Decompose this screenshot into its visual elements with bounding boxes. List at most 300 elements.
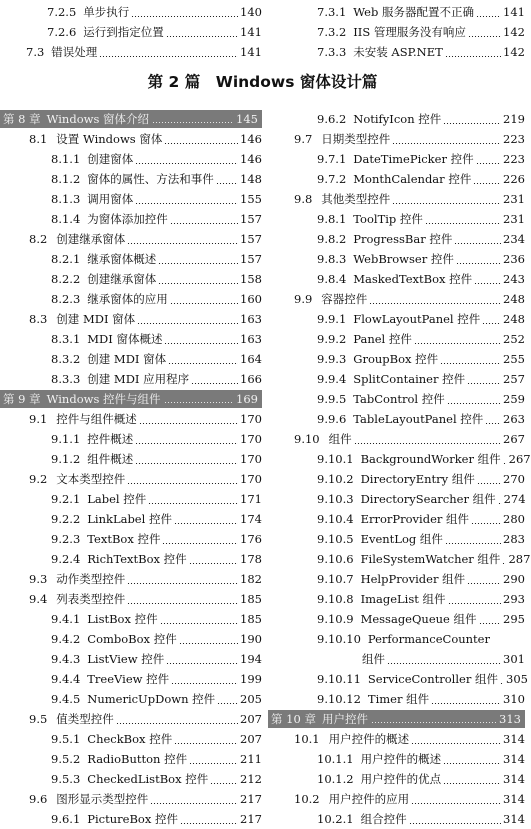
toc-subsection	[0, 289, 262, 309]
toc-subsection	[268, 309, 525, 329]
section-title: LinkLabel 控件	[87, 512, 172, 526]
dot-leader	[174, 743, 238, 744]
toc-subsection	[268, 329, 525, 349]
section-number: 8.1.3	[51, 192, 81, 206]
section-number: 9.8.4	[317, 272, 347, 286]
page-number: 148	[240, 172, 262, 186]
toc-subsection	[268, 269, 525, 289]
dot-leader	[371, 722, 496, 723]
section-number: 7.2.6	[47, 25, 77, 39]
section-title: RadioButton 控件	[87, 752, 188, 766]
section-title: 组合控件	[360, 812, 407, 826]
section-title: SplitContainer 控件	[353, 372, 466, 386]
section-title: 日期类型控件	[321, 132, 391, 146]
dot-leader	[127, 243, 238, 244]
page-number: 194	[240, 652, 262, 666]
toc-subsection	[0, 489, 262, 509]
dot-leader	[498, 503, 502, 504]
toc-subsection	[0, 729, 262, 749]
page-number: 178	[240, 552, 262, 566]
section-number: 9.9.1	[317, 312, 347, 326]
section-title: Label 控件	[87, 492, 147, 506]
section-number: 9.6.1	[51, 812, 81, 826]
section-number: 9.4.3	[51, 652, 81, 666]
toc-subsection	[0, 669, 262, 689]
dot-leader	[162, 543, 238, 544]
section-title: Timer 组件	[367, 692, 430, 706]
dot-leader	[409, 823, 501, 824]
section-title: TabControl 控件	[353, 392, 445, 406]
section-number: 9.2.1	[51, 492, 81, 506]
toc-subsection	[0, 609, 262, 629]
section-title: 图形显示类型控件	[56, 792, 149, 806]
section-title: 创建 MDI 窗体	[56, 312, 136, 326]
section-title: TableLayoutPanel 控件	[353, 412, 484, 426]
section-title: DateTimePicker 控件	[353, 152, 474, 166]
toc-subsection	[268, 449, 531, 469]
dot-leader	[454, 243, 501, 244]
toc-subsection	[268, 149, 525, 169]
dot-leader	[500, 683, 504, 684]
page-number: 234	[503, 232, 525, 246]
toc-subsection	[0, 509, 262, 529]
toc-subsection	[268, 469, 525, 489]
section-number: 8.3	[29, 312, 48, 326]
toc-subsection	[268, 769, 525, 789]
page-number: 257	[503, 372, 525, 386]
toc-section	[0, 789, 262, 809]
page-number: 231	[503, 192, 525, 206]
section-number: 9.4.4	[51, 672, 81, 686]
dot-leader	[127, 603, 238, 604]
section-title: ToolTip 控件	[353, 212, 423, 226]
dot-leader	[471, 523, 501, 524]
section-title: BackgroundWorker 组件	[360, 452, 501, 466]
dot-leader	[473, 183, 501, 184]
dot-leader	[135, 163, 238, 164]
section-number: 10.2	[294, 792, 320, 806]
dot-leader	[191, 383, 238, 384]
dot-leader	[485, 423, 501, 424]
section-title: 用户控件的优点	[360, 772, 442, 786]
section-title: MDI 窗体概述	[87, 332, 163, 346]
dot-leader	[443, 763, 501, 764]
chapter-title: 用户控件	[321, 712, 368, 726]
section-number: 9.10.9	[317, 612, 354, 626]
page-number: 263	[503, 412, 525, 426]
toc-subsection	[0, 369, 262, 389]
page-number: 267	[508, 452, 531, 466]
top-right-entries	[268, 2, 525, 62]
section-title: ImageList 组件	[360, 592, 446, 606]
section-number: 9.5.2	[51, 752, 81, 766]
section-number: 9.10.5	[317, 532, 354, 546]
page-number: 248	[503, 292, 525, 306]
toc-subsection	[268, 649, 525, 669]
section-number: 9.10.2	[317, 472, 354, 486]
dot-leader	[411, 803, 501, 804]
dot-leader	[392, 203, 501, 204]
dot-leader	[503, 463, 507, 464]
toc-section	[0, 42, 262, 62]
toc-subsection	[268, 2, 525, 22]
dot-leader	[168, 363, 238, 364]
section-title: MaskedTextBox 控件	[353, 272, 473, 286]
chapter-heading	[0, 390, 262, 408]
section-number: 9.1	[29, 412, 48, 426]
page-number: 157	[240, 232, 262, 246]
section-number: 9.7.1	[317, 152, 347, 166]
dot-leader	[479, 623, 502, 624]
page-number: 226	[503, 172, 525, 186]
toc-subsection	[0, 22, 262, 42]
section-number: 7.3.2	[317, 25, 347, 39]
page-number: 259	[503, 392, 525, 406]
page-number: 287	[508, 552, 531, 566]
dot-leader	[170, 223, 238, 224]
chapter-heading	[268, 710, 525, 728]
section-title: Panel 控件	[353, 332, 412, 346]
section-title: ErrorProvider 组件	[360, 512, 470, 526]
dot-leader	[474, 283, 501, 284]
section-number: 8.1.2	[51, 172, 81, 186]
section-title: 单步执行	[83, 5, 130, 19]
dot-leader	[476, 163, 501, 164]
page-number: 158	[240, 272, 262, 286]
section-number: 8.2.3	[51, 292, 81, 306]
section-title: ServiceController 组件	[367, 672, 498, 686]
page-number: 146	[240, 132, 262, 146]
dot-leader	[164, 402, 234, 403]
section-number: 9.3	[29, 572, 48, 586]
page-number: 164	[240, 352, 262, 366]
section-number: 7.3.1	[317, 5, 347, 19]
section-number: 9.9.4	[317, 372, 347, 386]
page-number: 145	[236, 112, 258, 126]
section-number: 9.9.6	[317, 412, 347, 426]
toc-subsection	[0, 149, 262, 169]
section-number: 9.10.12	[317, 692, 361, 706]
section-title: Web 服务器配置不正确	[353, 5, 474, 19]
dot-leader	[189, 763, 238, 764]
section-title: 创建继承窗体	[87, 272, 157, 286]
page-number: 176	[240, 532, 262, 546]
dot-leader	[148, 503, 238, 504]
page-number: 217	[240, 792, 262, 806]
page-number: 155	[240, 192, 262, 206]
toc-subsection	[0, 429, 262, 449]
toc-section	[268, 129, 525, 149]
toc-subsection	[0, 349, 262, 369]
toc-subsection	[268, 209, 525, 229]
toc-subsection	[0, 329, 262, 349]
part-heading: 第 2 篇 Windows 窗体设计篇	[147, 73, 378, 91]
section-title: 其他类型控件	[321, 192, 391, 206]
toc-subsection	[0, 549, 262, 569]
dot-leader	[158, 263, 238, 264]
section-title: ListBox 控件	[87, 612, 158, 626]
section-number: 9.10.1	[317, 452, 354, 466]
page-number: 157	[240, 252, 262, 266]
page-number: 305	[506, 672, 528, 686]
dot-leader	[164, 343, 238, 344]
page-number: 190	[240, 632, 262, 646]
toc-section	[0, 709, 262, 729]
toc-subsection	[0, 809, 262, 829]
section-number: 8.2	[29, 232, 48, 246]
dot-leader	[443, 123, 501, 124]
section-number: 9.9	[294, 292, 313, 306]
section-number: 9.5.3	[51, 772, 81, 786]
dot-leader	[448, 603, 502, 604]
section-title: 未安装 ASP.NET	[353, 45, 443, 59]
toc-subsection	[0, 249, 262, 269]
dot-leader	[425, 223, 501, 224]
chapter-title: Windows 窗体介绍	[46, 112, 150, 126]
page-number: 163	[240, 312, 262, 326]
page-number: 219	[503, 112, 525, 126]
page-number: 274	[503, 492, 526, 506]
section-number: 9.8.3	[317, 252, 347, 266]
chapter-number: 第 8 章	[3, 112, 41, 126]
page-number: 280	[503, 512, 525, 526]
chapter-number: 第 10 章	[271, 712, 316, 726]
toc-subsection	[0, 689, 262, 709]
toc-section	[0, 229, 262, 249]
page-number: 295	[503, 612, 525, 626]
section-number: 7.2.5	[47, 5, 77, 19]
dot-leader	[456, 263, 501, 264]
section-title: 为窗体添加控件	[87, 212, 168, 226]
toc-subsection	[0, 169, 262, 189]
toc-subsection	[268, 629, 525, 649]
section-number: 9.10.3	[317, 492, 354, 506]
section-number: 9.8	[294, 192, 313, 206]
section-title: 文本类型控件	[56, 472, 126, 486]
page-number: 283	[503, 532, 525, 546]
toc-section	[0, 409, 262, 429]
section-title: 继承窗体的应用	[87, 292, 168, 306]
section-number: 8.2.1	[51, 252, 81, 266]
toc-subsection	[268, 529, 525, 549]
dot-leader	[440, 363, 501, 364]
dot-leader	[174, 523, 238, 524]
page-number: 169	[236, 392, 258, 406]
page-number: 314	[503, 792, 525, 806]
dot-leader	[476, 16, 501, 17]
page-number: 146	[240, 152, 262, 166]
toc-section	[268, 189, 525, 209]
section-title: FlowLayoutPanel 控件	[353, 312, 481, 326]
section-title: 容器控件	[321, 292, 368, 306]
dot-leader	[502, 563, 506, 564]
toc-subsection	[268, 409, 525, 429]
section-number: 9.10.11	[317, 672, 361, 686]
dot-leader	[166, 663, 238, 664]
toc-subsection	[268, 109, 525, 129]
dot-leader	[137, 323, 238, 324]
toc-subsection	[268, 389, 525, 409]
section-title: 值类型控件	[56, 712, 114, 726]
dot-leader	[447, 403, 501, 404]
page-number: 310	[503, 692, 525, 706]
dot-leader	[414, 343, 501, 344]
page-number: 231	[503, 212, 525, 226]
page-number: 211	[240, 752, 262, 766]
page-number: 313	[499, 712, 521, 726]
dot-leader	[170, 303, 238, 304]
section-title: NotifyIcon 控件	[353, 112, 442, 126]
toc-subsection	[268, 22, 525, 42]
toc-subsection	[268, 609, 525, 629]
toc-section	[268, 789, 525, 809]
page-number: 166	[240, 372, 262, 386]
page-number: 252	[503, 332, 525, 346]
dot-leader	[431, 703, 501, 704]
section-title: 列表类型控件	[56, 592, 126, 606]
section-title: GroupBox 控件	[353, 352, 439, 366]
section-number: 9.9.5	[317, 392, 347, 406]
toc-subsection	[268, 569, 525, 589]
section-number: 9.7	[294, 132, 313, 146]
toc-subsection	[268, 42, 525, 62]
page-number: 170	[240, 452, 262, 466]
section-title: 创建继承窗体	[56, 232, 126, 246]
dot-leader	[116, 723, 238, 724]
dot-leader	[150, 803, 238, 804]
page-number: 160	[240, 292, 262, 306]
section-number: 9.6.2	[317, 112, 347, 126]
toc-subsection	[268, 349, 525, 369]
dot-leader	[166, 36, 238, 37]
page-number: 212	[240, 772, 262, 786]
page-number: 293	[503, 592, 525, 606]
section-number: 9.10.4	[317, 512, 354, 526]
section-title: ProgressBar 控件	[353, 232, 453, 246]
section-title: PictureBox 控件	[87, 812, 178, 826]
dot-leader	[164, 143, 238, 144]
page-number: 207	[240, 732, 262, 746]
page-number: 171	[240, 492, 262, 506]
dot-leader	[210, 783, 238, 784]
section-number: 10.1.1	[317, 752, 354, 766]
section-number: 9.6	[29, 792, 48, 806]
section-number: 8.2.2	[51, 272, 81, 286]
page-number: 248	[503, 312, 525, 326]
dot-leader	[135, 463, 238, 464]
toc-subsection	[268, 369, 525, 389]
toc-section	[0, 569, 262, 589]
dot-leader	[152, 122, 233, 123]
page-number: 142	[503, 45, 525, 59]
dot-leader	[131, 16, 238, 17]
section-number: 8.1	[29, 132, 48, 146]
section-number: 9.9.3	[317, 352, 347, 366]
section-title: 组件	[328, 432, 352, 446]
dot-leader	[189, 563, 238, 564]
toc-subsection	[268, 169, 525, 189]
section-number: 9.2.2	[51, 512, 81, 526]
toc-section	[268, 289, 525, 309]
chapter-heading	[0, 110, 262, 128]
dot-leader	[158, 283, 238, 284]
page-number: 236	[503, 252, 525, 266]
toc-subsection	[268, 669, 528, 689]
section-title: 控件概述	[87, 432, 134, 446]
toc-subsection	[0, 769, 262, 789]
page-number: 301	[503, 652, 525, 666]
page-number: 142	[503, 25, 525, 39]
section-title: 用户控件的应用	[328, 792, 410, 806]
dot-leader	[217, 703, 238, 704]
section-title: MessageQueue 组件	[360, 612, 477, 626]
section-title: 设置 Windows 窗体	[56, 132, 163, 146]
section-number: 9.10.7	[317, 572, 354, 586]
dot-leader	[392, 143, 501, 144]
section-number: 9.9.2	[317, 332, 347, 346]
toc-section	[0, 129, 262, 149]
section-number: 9.4.1	[51, 612, 81, 626]
chapter-title: Windows 控件与组件	[46, 392, 161, 406]
section-number: 9.10	[294, 432, 320, 446]
section-number: 7.3.3	[317, 45, 347, 59]
toc-subsection	[0, 2, 262, 22]
section-number: 8.3.2	[51, 352, 81, 366]
section-number: 8.3.1	[51, 332, 81, 346]
top-left-entries	[0, 2, 262, 62]
section-number: 9.8.2	[317, 232, 347, 246]
toc-subsection	[0, 209, 262, 229]
section-number: 9.2	[29, 472, 48, 486]
dot-leader	[468, 36, 501, 37]
dot-leader	[99, 56, 238, 57]
section-title: 运行到指定位置	[83, 25, 164, 39]
page-number: 157	[240, 212, 262, 226]
toc-subsection	[0, 529, 262, 549]
section-title: 控件与组件概述	[56, 412, 137, 426]
section-number: 10.2.1	[317, 812, 354, 826]
section-title: NumericUpDown 控件	[87, 692, 216, 706]
section-title: 错误处理	[51, 45, 98, 59]
dot-leader	[477, 483, 501, 484]
toc-subsection	[268, 489, 525, 509]
dot-leader	[135, 203, 238, 204]
toc-section	[0, 309, 262, 329]
toc-subsection	[0, 269, 262, 289]
page-number: 185	[240, 592, 262, 606]
toc-subsection	[0, 649, 262, 669]
dot-leader	[179, 643, 238, 644]
page-number: 182	[240, 572, 262, 586]
page-number: 170	[240, 412, 262, 426]
dot-leader	[127, 583, 238, 584]
section-number: 7.3	[26, 45, 45, 59]
page-number: 170	[240, 432, 262, 446]
section-number: 9.10.10	[317, 632, 361, 646]
section-number: 9.4.5	[51, 692, 81, 706]
page-number: 314	[503, 812, 525, 826]
section-title: IIS 管理服务没有响应	[353, 25, 466, 39]
toc-subsection	[268, 249, 525, 269]
section-number: 9.5	[29, 712, 48, 726]
toc-subsection	[0, 189, 262, 209]
section-number: 9.7.2	[317, 172, 347, 186]
dot-leader	[354, 443, 501, 444]
toc-subsection	[268, 229, 525, 249]
dot-leader	[467, 583, 501, 584]
page-number: 223	[503, 132, 525, 146]
toc-subsection	[0, 749, 262, 769]
